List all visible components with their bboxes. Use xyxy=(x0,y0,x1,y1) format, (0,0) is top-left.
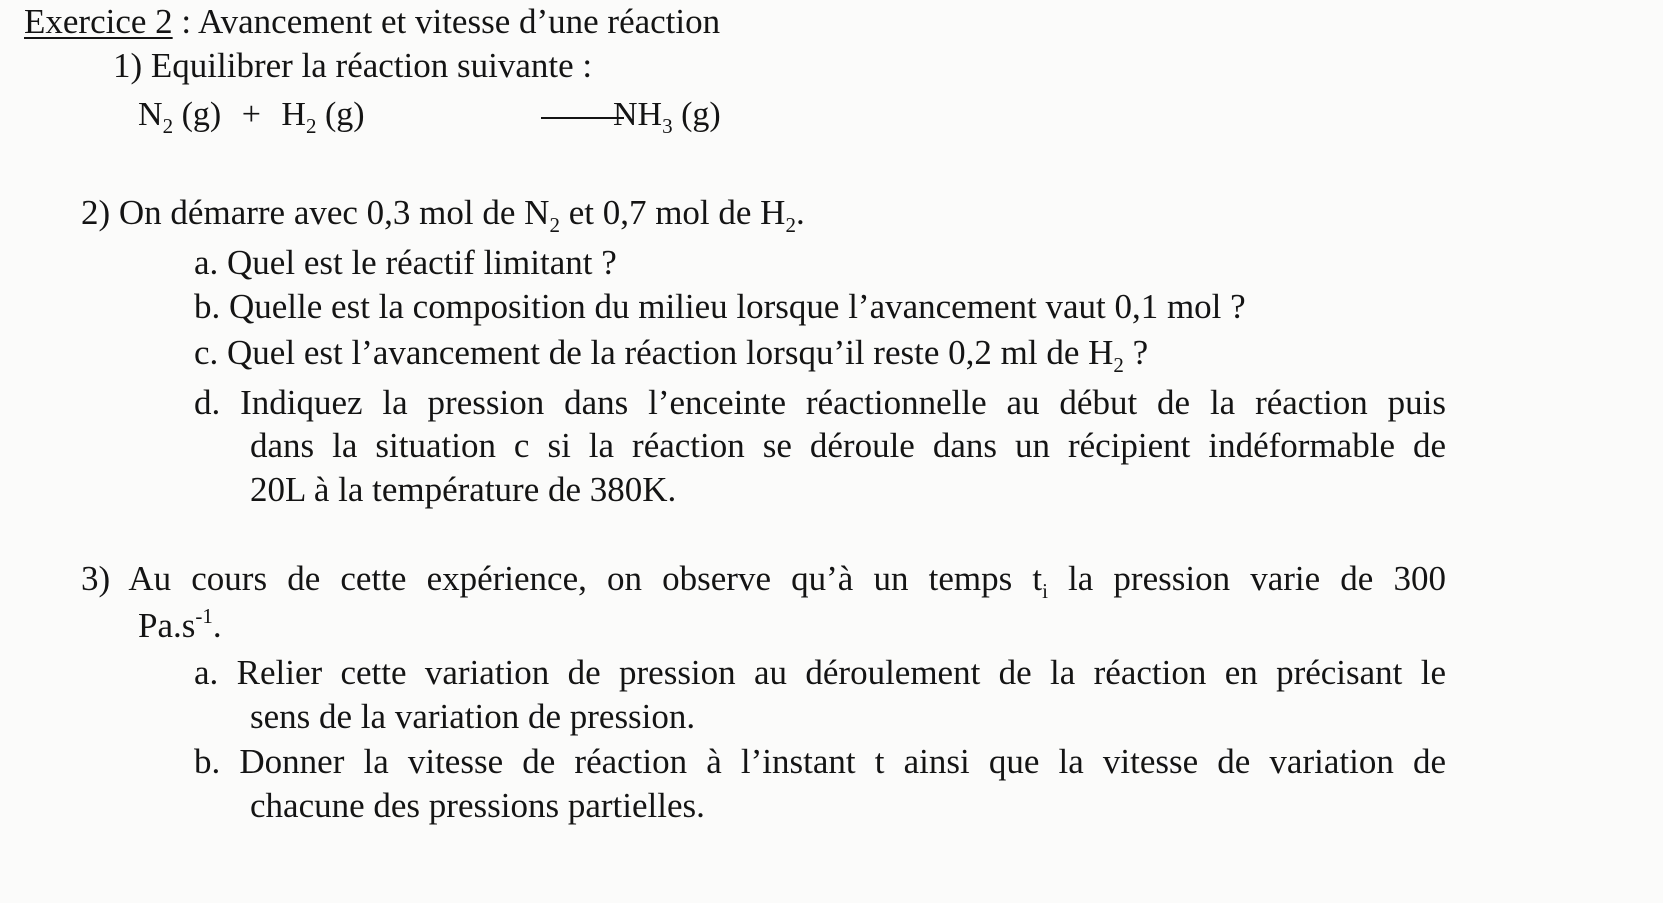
q3-b-line1: b. Donner la vitesse de réaction à l’instant t ainsi que la vitesse de variation de xyxy=(194,742,1446,781)
q2-d-line3: 20L à la température de 380K. xyxy=(250,470,677,509)
q3-a-line1: a. Relier cette variation de pression au déroulement de la réaction en précisant le xyxy=(194,653,1446,692)
reaction-product xyxy=(613,95,721,138)
exercise-number: Exercice 2 xyxy=(24,2,173,41)
q1-label: 1) Equilibrer la réaction suivante : xyxy=(113,46,593,85)
exercise-subtitle: : Avancement et vitesse d’une réaction xyxy=(172,2,721,41)
q3-b-line2: chacune des pressions partielles. xyxy=(250,786,705,825)
q3-line2: $Pa.s^{-1}$. xyxy=(138,604,222,645)
reactant-h2: $H_2$ (g) xyxy=(281,96,365,138)
q2-a: a. Quel est le réactif limitant ? xyxy=(194,243,617,282)
reaction-arrow-line xyxy=(541,117,624,119)
reactant-n2: $N_2$ (g) xyxy=(138,96,222,138)
q2-d-line1: d. Indiquez la pression dans l’enceinte réactionnelle au début de la réaction puis xyxy=(194,383,1446,422)
q2-d-line2: dans la situation c si la réaction se déroule dans un récipient indéformable de xyxy=(250,426,1446,465)
q2-b: b. Quelle est la composition du milieu lorsque l’avancement vaut 0,1 mol ? xyxy=(194,287,1246,326)
exercise-title xyxy=(24,2,720,42)
plus-sign: + xyxy=(241,96,261,133)
q2-intro: 2) On démarre avec 0,3 mol de $N_2$ et 0,7 mol de $H_2$. xyxy=(81,193,805,237)
q3-a-line2: sens de la variation de pression. xyxy=(250,697,696,736)
q2-c: c. Quel est l’avancement de la réaction lorsqu’il reste 0,2 ml de $H_2$ ? xyxy=(194,333,1149,377)
q3-line1: 3) Au cours de cette expérience, on observe qu’à un temps $t_i$ la pression varie de 300 xyxy=(81,559,1446,603)
product-nh3: $NH_3$ (g) xyxy=(613,96,721,138)
reaction-reactants xyxy=(138,95,365,138)
